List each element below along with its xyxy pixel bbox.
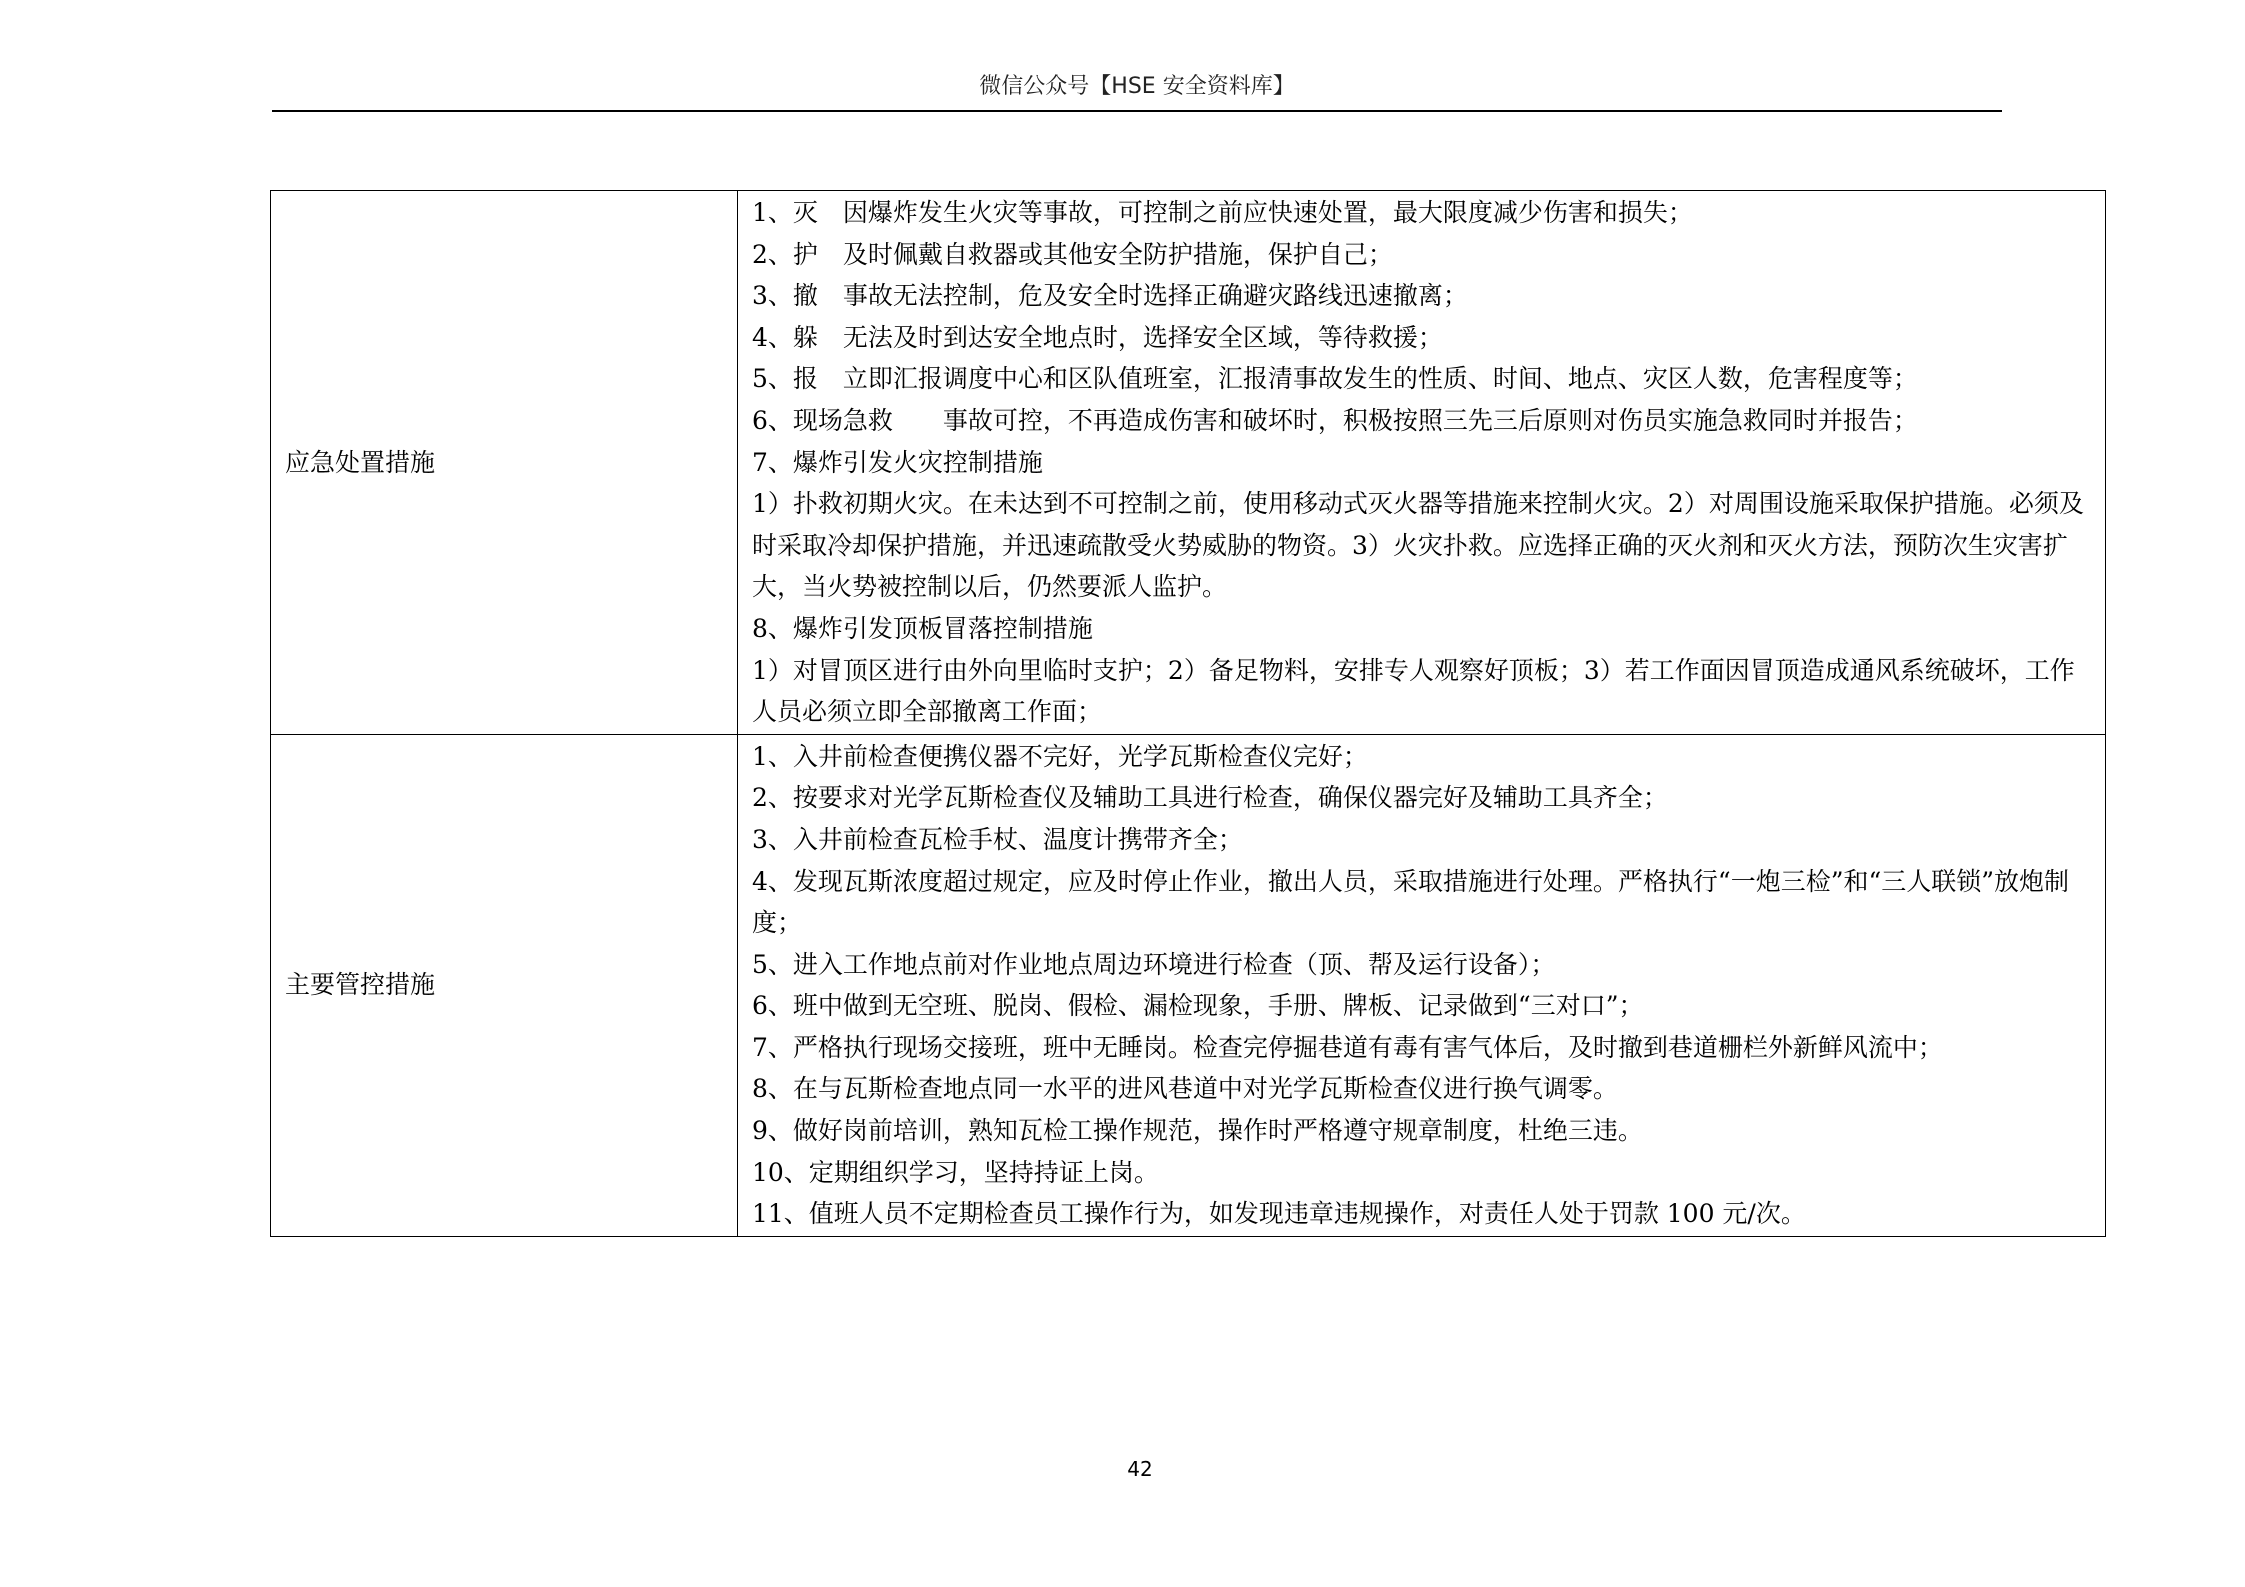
list-item: 8、爆炸引发顶板冒落控制措施 [752,613,1093,643]
list-item: 1、入井前检查便携仪器不完好，光学瓦斯检查仪完好； [752,741,1368,771]
table-row-emergency [271,191,2106,735]
list-item: 6、班中做到无空班、脱岗、假检、漏检现象，手册、牌板、记录做到“三对口”； [752,991,1644,1021]
list-item: 1）对冒顶区进行由外向里临时支护；2）备足物料，安排专人观察好顶板；3）若工作面因冒顶造成通风系统破坏，工作人员必须立即全部撤离工作面； [752,655,2075,727]
list-item: 9、做好岗前培训，熟知瓦检工操作规范，操作时严格遵守规章制度，杜绝三违。 [752,1116,1643,1146]
row-label-controls: 主要管控措施 [271,734,738,1236]
list-item: 5、进入工作地点前对作业地点周边环境进行检查（顶、帮及运行设备）； [752,949,1556,979]
list-item: 8、在与瓦斯检查地点同一水平的进风巷道中对光学瓦斯检查仪进行换气调零。 [752,1074,1618,1104]
list-item: 2、按要求对光学瓦斯检查仪及辅助工具进行检查，确保仪器完好及辅助工具齐全； [752,783,1668,813]
list-item: 7、爆炸引发火灾控制措施 [752,447,1043,477]
row-label-emergency: 应急处置措施 [271,191,738,735]
list-item: 1）扑救初期火灾。在未达到不可控制之前，使用移动式灭火器等措施来控制火灾。2）对周围设施采取保护措施。必须及时采取冷却保护措施，并迅速疏散受火势威胁的物资。3）火灾扑救。应选择正确的灭火剂和灭火方法，预防次生灾害扩大，当火势被控制以后，仍然要派人监护。 [752,489,2084,602]
list-item: 3、入井前检查瓦检手杖、温度计携带齐全； [752,824,1243,854]
row-content-emergency [738,191,2106,735]
list-item: 5、报 立即汇报调度中心和区队值班室，汇报清事故发生的性质、时间、地点、灾区人数，危害程度等； [752,364,1918,394]
list-item: 7、严格执行现场交接班，班中无睡岗。检查完停掘巷道有毒有害气体后，及时撤到巷道栅栏外新鲜风流中； [752,1032,1943,1062]
page-number: 42 [1127,1457,1153,1481]
table-row-controls [271,734,2106,1236]
list-item: 6、现场急救 事故可控，不再造成伤害和破坏时，积极按照三先三后原则对伤员实施急救同时并报告； [752,405,1918,435]
list-item: 4、躲 无法及时到达安全地点时，选择安全区域，等待救援； [752,322,1443,352]
list-item: 2、护 及时佩戴自救器或其他安全防护措施，保护自己； [752,239,1393,269]
list-item: 3、撤 事故无法控制，危及安全时选择正确避灾路线迅速撤离； [752,281,1468,311]
list-item: 4、发现瓦斯浓度超过规定，应及时停止作业，撤出人员，采取措施进行处理。严格执行“一炮三检”和“三人联锁”放炮制度； [752,866,2070,938]
page-header-title: 微信公众号【HSE 安全资料库】 [979,74,1295,99]
header-divider [272,110,2002,112]
list-item: 1、灭 因爆炸发生火灾等事故，可控制之前应快速处置，最大限度减少伤害和损失； [752,198,1693,227]
measures-table [270,190,2106,1237]
list-item: 11、值班人员不定期检查员工操作行为，如发现违章违规操作，对责任人处于罚款 100 元/次。 [752,1199,1806,1229]
list-item: 10、定期组织学习，坚持持证上岗。 [752,1157,1159,1187]
row-content-controls [738,734,2106,1236]
